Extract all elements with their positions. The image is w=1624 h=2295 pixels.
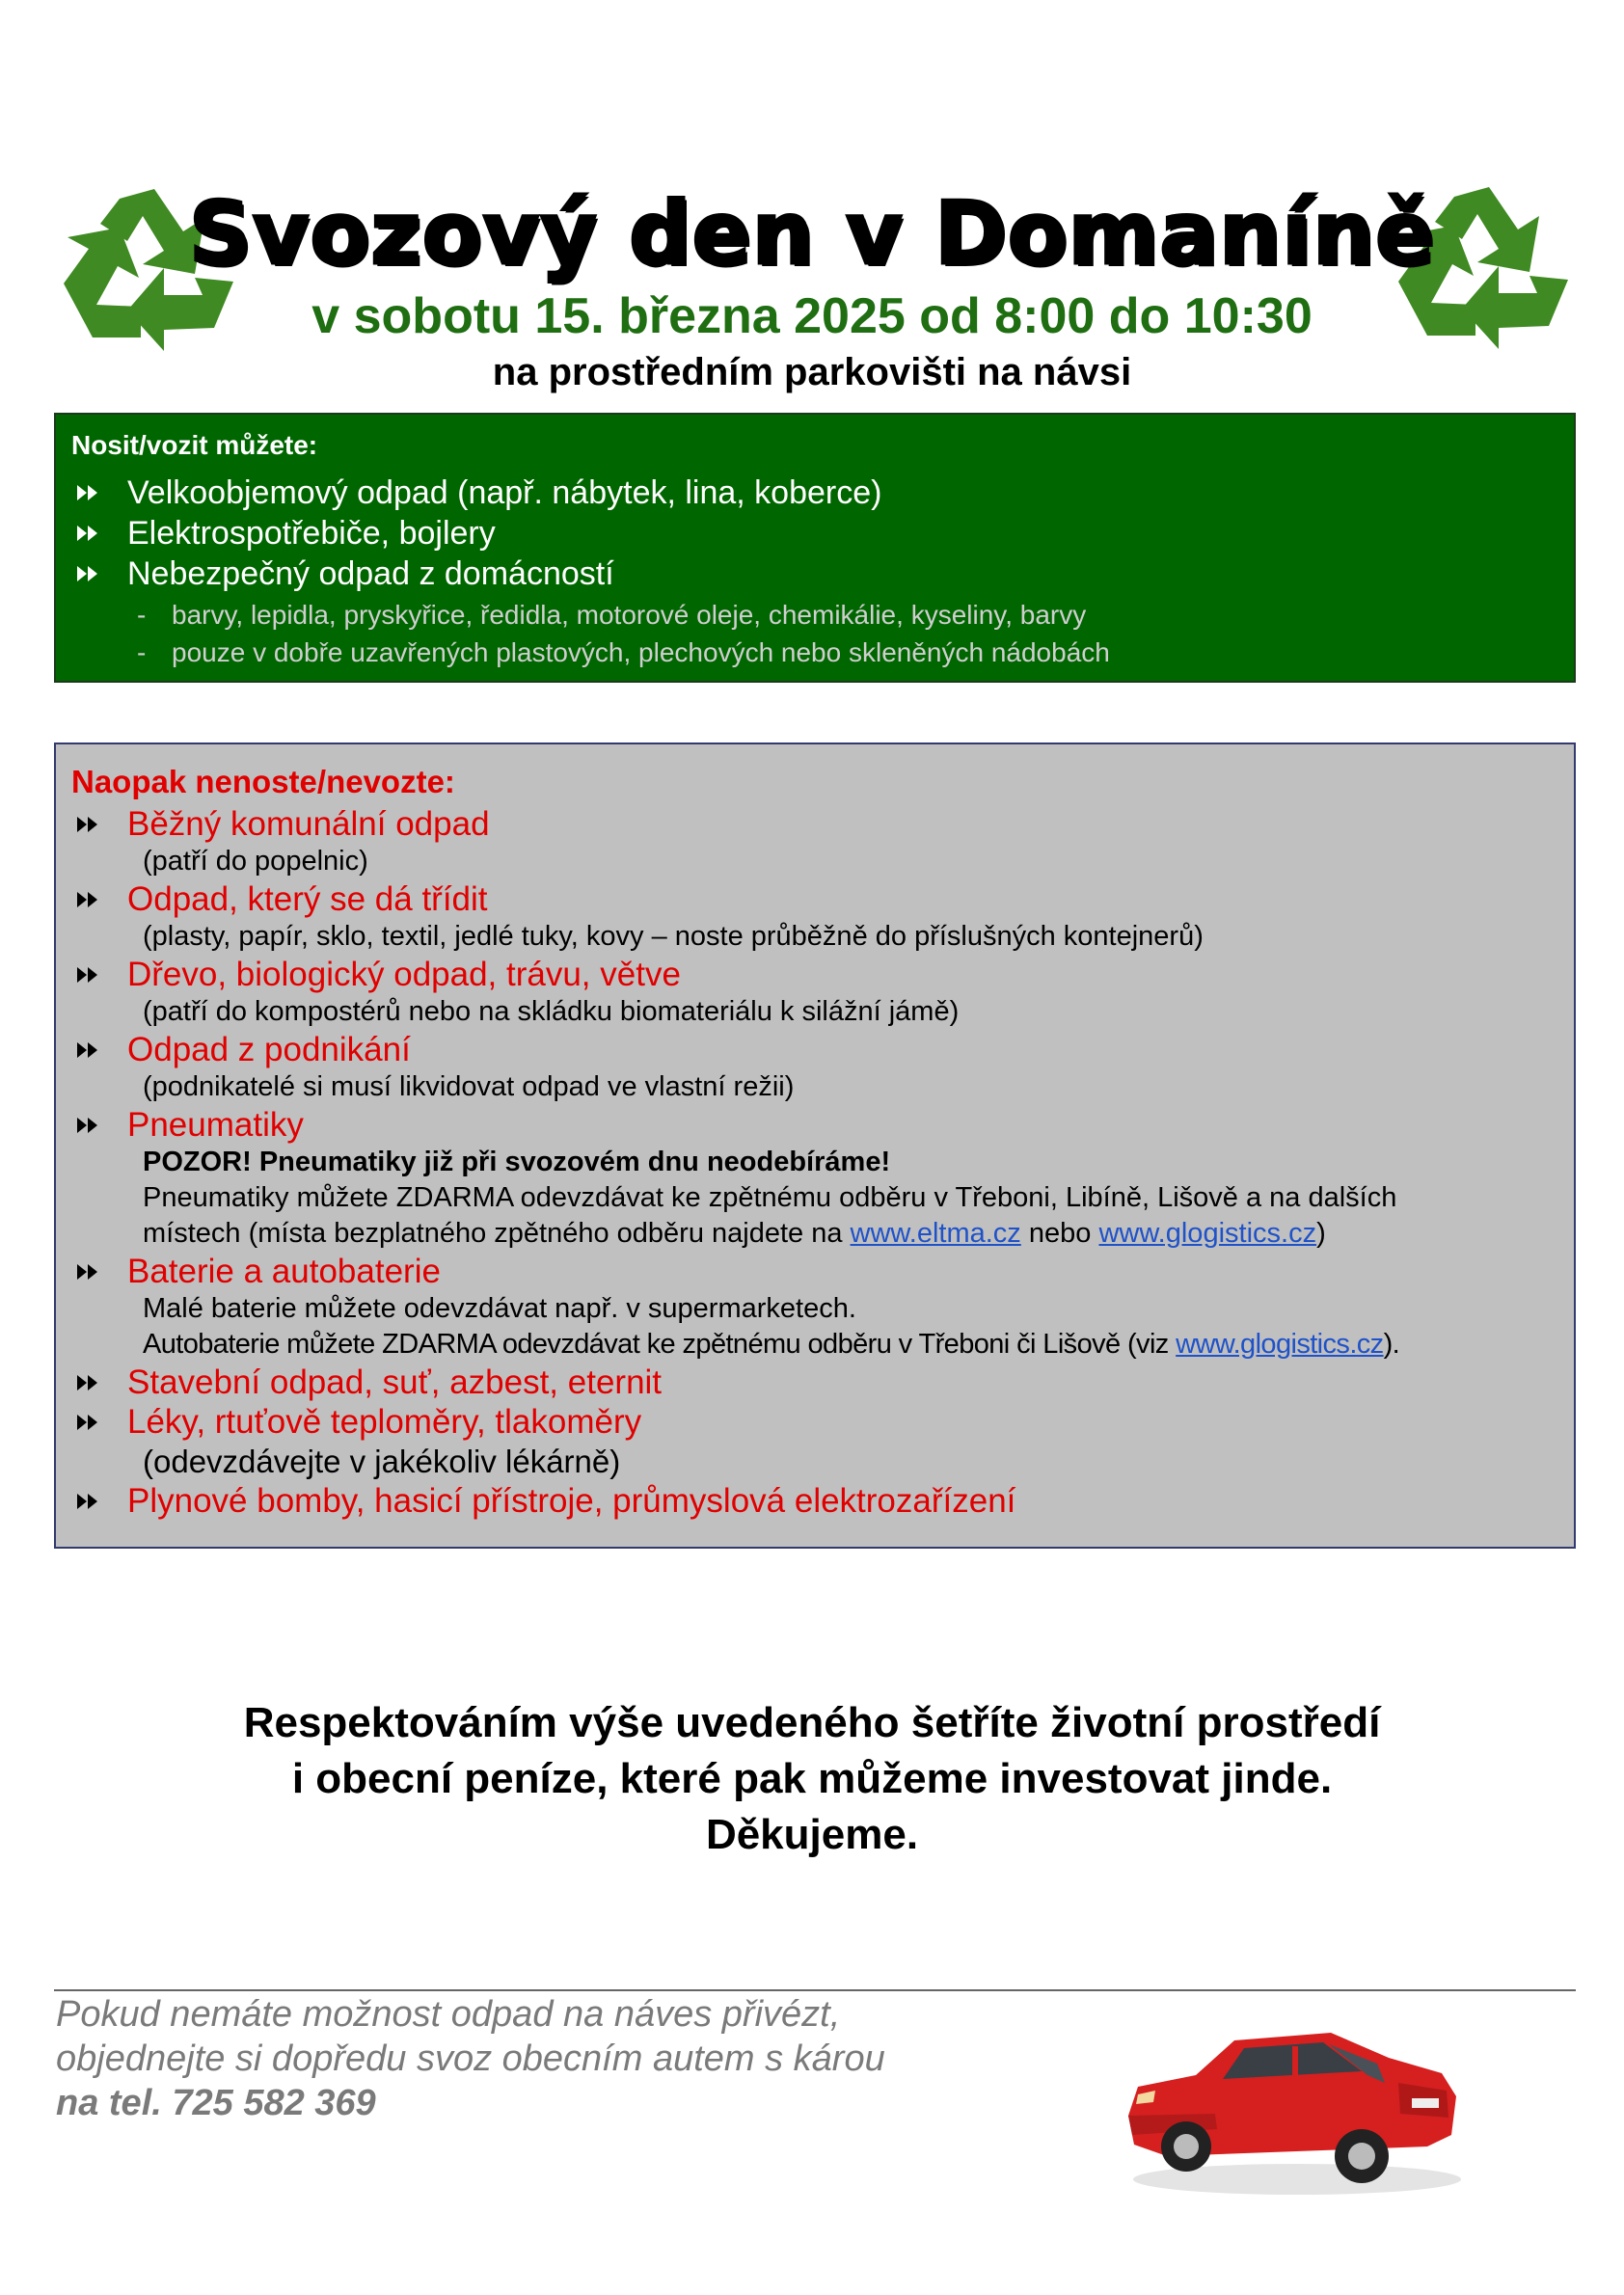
forbidden-item: Baterie a autobaterie <box>71 1252 1558 1291</box>
forbidden-item: Odpad z podnikání <box>71 1030 1558 1069</box>
footer-note <box>56 1992 1020 2125</box>
double-arrow-bullet-icon <box>75 483 114 502</box>
allowed-item-label: Elektrospotřebiče, bojlery <box>127 515 496 552</box>
footer-phone: na tel. 725 582 369 <box>56 2083 376 2123</box>
forbidden-note: (odevzdávejte v jakékoliv lékárně) <box>143 1444 621 1479</box>
forbidden-note: místech (místa bezplatného zpětného odběru najdete na www.eltma.cz nebo www.glogistics.cz) <box>143 1218 1326 1249</box>
allowed-item <box>71 513 1558 554</box>
car-image <box>1109 1990 1475 2202</box>
double-arrow-bullet-icon <box>75 564 114 583</box>
allowed-waste-box <box>54 413 1576 683</box>
footer-line: Pokud nemáte možnost odpad na náves přivézt, <box>56 1994 841 2035</box>
forbidden-note: Autobaterie můžete ZDARMA odevzdávat ke zpětnému odběru v Třeboni či Lišově (viz www.glogistics.cz). <box>143 1329 1400 1360</box>
event-place: na prostředním parkovišti na návsi <box>492 351 1132 393</box>
forbidden-item: Odpad, který se dá třídit <box>71 879 1558 919</box>
forbidden-note: Malé baterie můžete odevzdávat např. v supermarketech. <box>143 1293 856 1324</box>
allowed-item <box>71 554 1558 594</box>
allowed-heading: Nosit/vozit můžete: <box>71 430 318 460</box>
closing-thanks: Děkujeme. <box>705 1811 919 1858</box>
double-arrow-bullet-icon <box>75 965 114 985</box>
closing-line: Respektováním výše uvedeného šetříte životní prostředí <box>243 1699 1381 1746</box>
forbidden-waste-box <box>54 742 1576 1549</box>
forbidden-note: (patří do popelnic) <box>143 846 368 877</box>
forbidden-note: Pneumatiky můžete ZDARMA odevzdávat ke zpětnému odběru v Třeboni, Libíně, Lišově a na dalších <box>143 1182 1397 1213</box>
event-date: v sobotu 15. března 2025 od 8:00 do 10:30 <box>311 288 1313 344</box>
eltma-link[interactable]: www.eltma.cz <box>850 1218 1021 1249</box>
double-arrow-bullet-icon <box>75 1413 114 1432</box>
allowed-item-label: Velkoobjemový odpad (např. nábytek, lina, koberce) <box>127 474 882 511</box>
tyres-warning: POZOR! Pneumatiky již při svozovém dnu neodebíráme! <box>143 1147 891 1177</box>
page-title: Svozový den v Domaníně <box>188 183 1436 284</box>
double-arrow-bullet-icon <box>75 1262 114 1282</box>
allowed-item <box>71 472 1558 513</box>
forbidden-note: (plasty, papír, sklo, textil, jedlé tuky, kovy – noste průběžně do příslušných kontejnerů) <box>143 921 1204 952</box>
forbidden-item: Dřevo, biologický odpad, trávu, větve <box>71 955 1558 994</box>
double-arrow-bullet-icon <box>75 1373 114 1392</box>
footer-line: objednejte si dopředu svoz obecním autem s károu <box>56 2038 885 2079</box>
double-arrow-bullet-icon <box>75 524 114 543</box>
closing-line: i obecní peníze, které pak můžeme investovat jinde. <box>291 1755 1333 1802</box>
forbidden-item: Pneumatiky <box>71 1105 1558 1145</box>
double-arrow-bullet-icon <box>75 890 114 909</box>
forbidden-item: Plynové bomby, hasicí přístroje, průmyslová elektrozařízení <box>71 1481 1558 1521</box>
allowed-subitem: - pouze v dobře uzavřených plastových, plechových nebo skleněných nádobách <box>137 637 1110 667</box>
forbidden-item: Stavební odpad, suť, azbest, eternit <box>71 1363 1558 1402</box>
double-arrow-bullet-icon <box>75 1116 114 1135</box>
double-arrow-bullet-icon <box>75 1492 114 1511</box>
glogistics-link[interactable]: www.glogistics.cz <box>1176 1329 1384 1360</box>
forbidden-note: (podnikatelé si musí likvidovat odpad ve vlastní režii) <box>143 1071 795 1102</box>
glogistics-link[interactable]: www.glogistics.cz <box>1098 1218 1317 1249</box>
double-arrow-bullet-icon <box>75 1040 114 1060</box>
allowed-item-label: Nebezpečný odpad z domácností <box>127 555 614 592</box>
forbidden-note: (patří do kompostérů nebo na skládku biomateriálu k silážní jámě) <box>143 996 960 1027</box>
closing-message <box>0 1695 1624 1863</box>
double-arrow-bullet-icon <box>75 815 114 834</box>
forbidden-heading: Naopak nenoste/nevozte: <box>71 764 455 799</box>
forbidden-item: Léky, rtuťově teploměry, tlakoměry <box>71 1402 1558 1442</box>
forbidden-item: Běžný komunální odpad <box>71 804 1558 844</box>
allowed-subitem: - barvy, lepidla, pryskyřice, ředidla, motorové oleje, chemikálie, kyseliny, barvy <box>137 600 1087 630</box>
